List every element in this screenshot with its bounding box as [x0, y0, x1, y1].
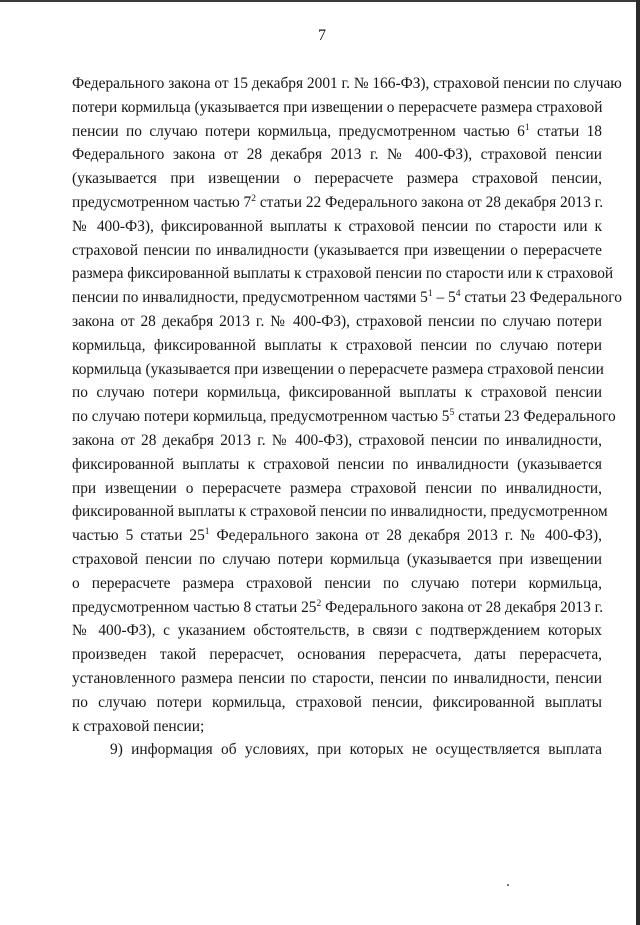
text-run: закона от 28 декабря 2013 г. № 400-ФЗ), страховой пенсии по случаю потери	[72, 312, 602, 330]
text-line	[72, 477, 602, 501]
text-line	[72, 572, 602, 596]
superscript: 2	[316, 598, 322, 609]
text-line	[72, 334, 602, 358]
text-run: предусмотренном частью 7	[72, 193, 252, 211]
text-run: фиксированной выплаты к страховой пенсии по инвалидности (указывается	[72, 455, 602, 473]
text-run: кормильца (указывается при извещении о перерасчете размера страховой пенсии	[72, 360, 604, 378]
text-run: статьи 22 Федерального закона от 28 декабря 2013 г.	[256, 193, 604, 211]
text-run: потери кормильца (указывается при извещении о перерасчете размера страховой	[72, 98, 603, 116]
text-run: пенсии по случаю потери кормильца, предусмотренном частью 6	[72, 122, 525, 140]
superscript: 1	[524, 122, 530, 133]
text-line	[72, 667, 602, 691]
scan-edge-top	[0, 0, 640, 2]
text-run: (указывается при извещении о перерасчете размера страховой пенсии,	[72, 170, 602, 188]
text-line	[72, 239, 602, 263]
text-line	[72, 405, 616, 429]
text-run: Федерального закона от 15 декабря 2001 г. № 166-ФЗ), страховой пенсии по случаю	[72, 75, 622, 92]
text-line	[72, 453, 602, 477]
text-run: Федерального закона от 28 декабря 2013 г. № 400-ФЗ), страховой пенсии	[72, 146, 602, 164]
text-line	[72, 358, 602, 382]
text-run: по случаю потери кормильца, предусмотренном частью 5	[72, 408, 450, 426]
scan-edge-right	[636, 0, 640, 925]
text-line	[72, 619, 602, 643]
text-line	[72, 215, 602, 239]
text-run: Федерального закона от 28 декабря 2013 г.	[321, 598, 604, 616]
text-line	[72, 96, 602, 120]
superscript: 1	[204, 527, 210, 538]
text-line	[72, 72, 622, 96]
text-run: статьи 23 Федерального	[460, 289, 622, 307]
text-run: по случаю потери кормильца, страховой пенсии, фиксированной выплаты	[72, 693, 602, 711]
text-run: – 5	[432, 289, 456, 307]
text-line	[72, 262, 614, 286]
text-line	[72, 167, 602, 191]
text-line	[72, 691, 602, 715]
text-line	[72, 548, 602, 572]
text-line	[72, 524, 602, 548]
text-run: № 400-ФЗ), фиксированной выплаты к страховой пенсии по старости или к	[72, 217, 602, 235]
text-run: 9) информация об условиях, при которых не осуществляется выплата	[110, 741, 602, 759]
text-run: о перерасчете размера страховой пенсии по случаю потери кормильца,	[72, 574, 602, 592]
scan-speck	[507, 884, 509, 886]
text-run: к страховой пенсии;	[72, 717, 205, 735]
text-run: по случаю потери кормильца, фиксированной выплаты к страховой пенсии	[72, 384, 602, 402]
text-run: пенсии по инвалидности, предусмотренном частями 5	[72, 289, 428, 307]
document-body	[72, 72, 622, 762]
page-number: 7	[318, 27, 326, 44]
superscript: 4	[455, 289, 461, 300]
text-line	[72, 310, 602, 334]
text-run: Федерального закона от 28 декабря 2013 г. № 400-ФЗ),	[209, 527, 602, 545]
text-run: статьи 18	[529, 122, 603, 140]
text-line	[72, 596, 602, 620]
text-line	[72, 286, 622, 310]
text-run: предусмотренном частью 8 статьи 25	[72, 598, 317, 616]
text-run: фиксированной выплаты к страховой пенсии по инвалидности, предусмотренном	[72, 503, 608, 521]
superscript: 1	[427, 289, 433, 300]
superscript: 2	[251, 193, 256, 204]
text-line	[72, 429, 602, 453]
text-line	[72, 738, 602, 762]
text-run: кормильца, фиксированной выплаты к страховой пенсии по случаю потери	[72, 336, 602, 354]
text-run: произведен такой перерасчет, основания перерасчета, даты перерасчета,	[72, 646, 602, 664]
text-run: статьи 23 Федерального	[454, 408, 616, 426]
text-run: страховой пенсии по инвалидности (указывается при извещении о перерасчете	[72, 241, 602, 259]
text-run: при извещении о перерасчете размера страховой пенсии по инвалидности,	[72, 479, 602, 497]
text-line	[72, 643, 602, 667]
text-line	[72, 381, 602, 405]
superscript: 5	[449, 408, 455, 419]
text-line	[72, 500, 608, 524]
text-run: размера фиксированной выплаты к страховой пенсии по старости или к страховой	[72, 265, 614, 283]
text-line	[72, 143, 602, 167]
text-line	[72, 191, 602, 215]
text-run: установленного размера пенсии по старости, пенсии по инвалидности, пенсии	[72, 669, 602, 687]
text-line	[72, 120, 602, 144]
text-run: № 400-ФЗ), с указанием обстоятельств, в связи с подтверждением которых	[72, 622, 602, 640]
text-run: страховой пенсии по случаю потери кормильца (указывается при извещении	[72, 550, 602, 568]
text-run: частью 5 статьи 25	[72, 527, 205, 545]
text-line	[72, 715, 602, 739]
text-run: закона от 28 декабря 2013 г. № 400-ФЗ), страховой пенсии по инвалидности,	[72, 431, 602, 449]
